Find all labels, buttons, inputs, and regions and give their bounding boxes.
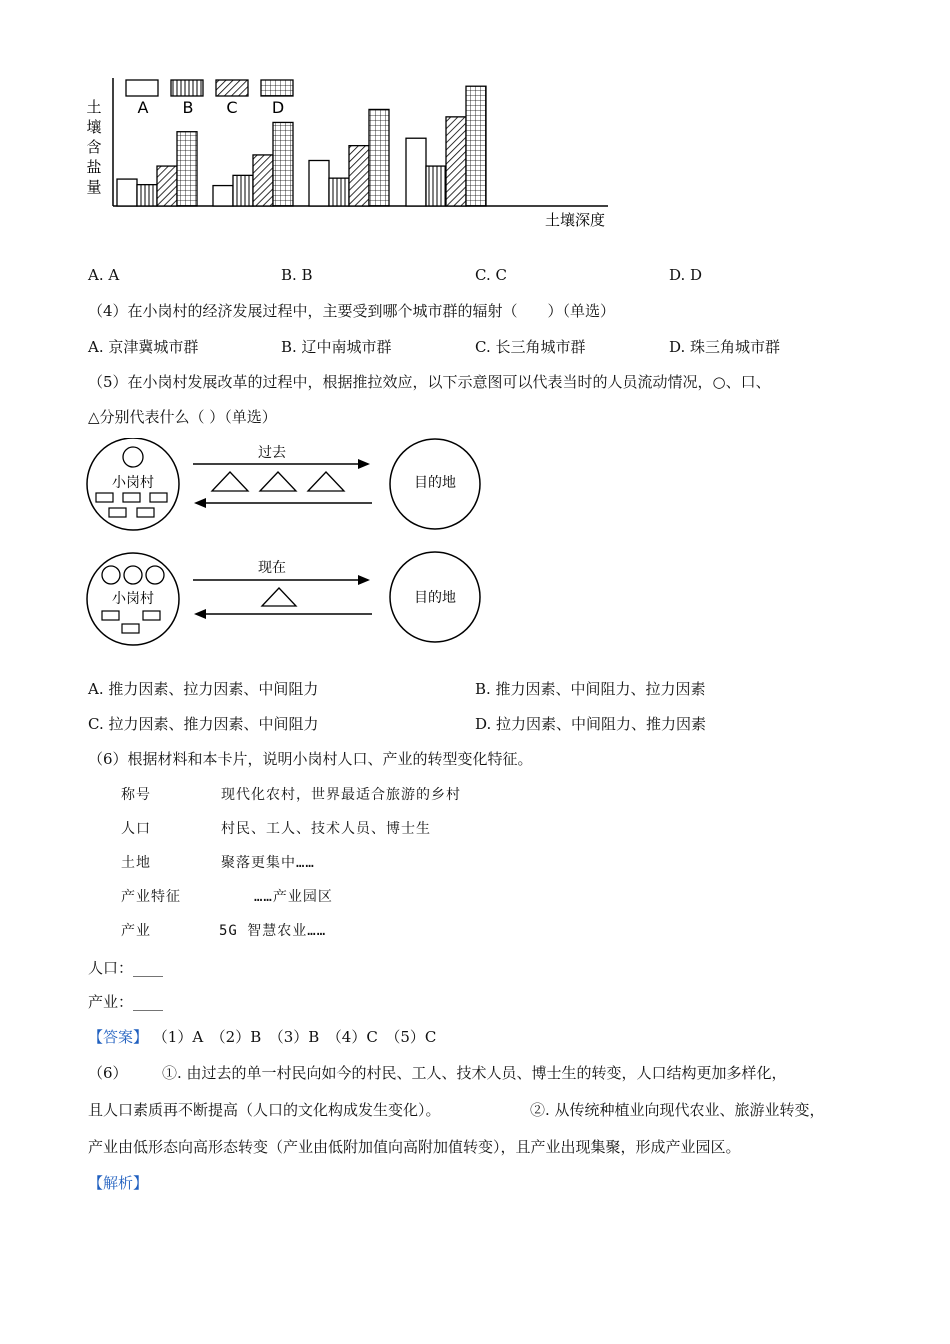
bar-d-4 — [466, 86, 486, 206]
answer-tag: 【答案】 — [88, 1028, 149, 1046]
card-key: 产业特征 — [121, 889, 181, 905]
answer-6-line2b: ②. 从传统种植业向现代农业、旅游业转变， — [530, 1101, 825, 1119]
bar-c-2 — [253, 155, 273, 206]
legend-swatch-a — [126, 80, 158, 96]
card-value: 5G 智慧农业…… — [219, 923, 327, 939]
ylabel-char: 量 — [86, 178, 102, 196]
answer-6-num: （6） — [88, 1064, 128, 1082]
answer-6-line3: 产业由低形态向高形态转变（产业由低附加值向高附加值转变），且产业出现集聚，形成产业园区。 — [88, 1138, 741, 1156]
q5-option-b[interactable]: B. 推力因素、中间阻力、拉力因素 — [475, 680, 706, 698]
card-key: 人口 — [121, 821, 151, 837]
card-key: 土地 — [121, 855, 151, 871]
q3-option-c[interactable]: C. C — [475, 266, 507, 284]
soil-salinity-chart — [80, 70, 620, 240]
legend-swatch-b — [171, 80, 203, 96]
legend-swatch-c — [216, 80, 248, 96]
village-label-past: 小岗村 — [112, 475, 154, 491]
bar-b-1 — [137, 185, 157, 206]
legend-swatch-d — [261, 80, 293, 96]
card-key: 产业 — [121, 923, 151, 939]
answer-6-line2a: 且人口素质再不断提高（人口的文化构成发生变化）。 — [88, 1101, 441, 1119]
destination-label-now: 目的地 — [414, 590, 456, 606]
diagram-now — [87, 552, 480, 645]
migration-diagram — [80, 438, 490, 670]
past-label: 过去 — [258, 445, 286, 461]
now-label: 现在 — [258, 560, 286, 576]
q6-stem: （6）根据材料和本卡片，说明小岗村人口、产业的转型变化特征。 — [88, 750, 533, 768]
village-label-now: 小岗村 — [112, 591, 154, 607]
analysis-tag: 【解析】 — [88, 1174, 149, 1192]
x-axis-label: 土壤深度 — [544, 211, 606, 229]
bar-d-2 — [273, 122, 293, 206]
card-value: 现代化农村，世界最适合旅游的乡村 — [221, 787, 461, 803]
q5-stem-line2: △分别代表什么（ ）（单选） — [88, 408, 277, 426]
q5-stem-line1: （5）在小岗村发展改革的过程中，根据推拉效应，以下示意图可以代表当时的人员流动情况，○、口、 — [88, 373, 771, 391]
answer-row — [88, 1026, 436, 1047]
legend-label-a: A — [137, 98, 149, 117]
population-blank[interactable]: 人口：____ — [88, 959, 164, 977]
legend — [126, 80, 293, 117]
pull-circle-icon — [102, 566, 120, 584]
q5-option-a[interactable]: A. 推力因素、拉力因素、中间阻力 — [88, 680, 319, 698]
bar-a-1 — [117, 179, 137, 206]
ylabel-char: 壤 — [86, 118, 102, 136]
q5-option-c[interactable]: C. 拉力因素、推力因素、中间阻力 — [88, 715, 319, 733]
bar-c-1 — [157, 166, 177, 206]
bar-b-4 — [426, 166, 446, 206]
diagram-past — [87, 438, 480, 530]
bar-a-4 — [406, 138, 426, 206]
pull-circle-icon — [124, 566, 142, 584]
answer-6-line1: ①. 由过去的单一村民向如今的村民、工人、技术人员、博士生的转变，人口结构更加多样化， — [162, 1064, 787, 1082]
bar-b-3 — [329, 178, 349, 206]
q3-option-a[interactable]: A. A — [88, 266, 120, 284]
ylabel-char: 含 — [86, 138, 102, 156]
card-value: 聚落更集中…… — [221, 855, 315, 871]
bar-c-3 — [349, 146, 369, 206]
legend-label-b: B — [182, 98, 194, 117]
destination-label-past: 目的地 — [414, 475, 456, 491]
y-axis-label — [86, 98, 101, 196]
bar-a-3 — [309, 161, 329, 207]
bar-d-3 — [369, 109, 389, 206]
q4-option-b[interactable]: B. 辽中南城市群 — [281, 338, 392, 356]
bar-c-4 — [446, 117, 466, 206]
q4-option-d[interactable]: D. 珠三角城市群 — [669, 338, 781, 356]
card-key: 称号 — [121, 787, 151, 803]
ylabel-char: 土 — [86, 98, 102, 116]
bar-b-2 — [233, 175, 253, 206]
ylabel-char: 盐 — [86, 158, 102, 176]
answer-short: （1）A （2）B （3）B （4）C （5）C — [152, 1028, 437, 1046]
pull-circle-icon — [123, 447, 143, 467]
q3-option-b[interactable]: B. B — [281, 266, 313, 284]
pull-circle-icon — [146, 566, 164, 584]
q5-option-d[interactable]: D. 拉力因素、中间阻力、推力因素 — [475, 715, 707, 733]
q4-stem: （4）在小岗村的经济发展过程中，主要受到哪个城市群的辐射（ ）（单选） — [88, 302, 616, 320]
q3-option-d[interactable]: D. D — [669, 266, 703, 284]
bar-d-1 — [177, 132, 197, 206]
card-value: 村民、工人、技术人员、博士生 — [221, 821, 431, 837]
q4-option-a[interactable]: A. 京津冀城市群 — [88, 338, 199, 356]
bar-a-2 — [213, 186, 233, 206]
legend-label-c: C — [226, 98, 238, 117]
card-value: ……产业园区 — [254, 889, 333, 905]
q4-option-c[interactable]: C. 长三角城市群 — [475, 338, 586, 356]
legend-label-d: D — [271, 98, 285, 117]
bars-group — [117, 86, 486, 206]
industry-blank[interactable]: 产业：____ — [88, 993, 164, 1011]
